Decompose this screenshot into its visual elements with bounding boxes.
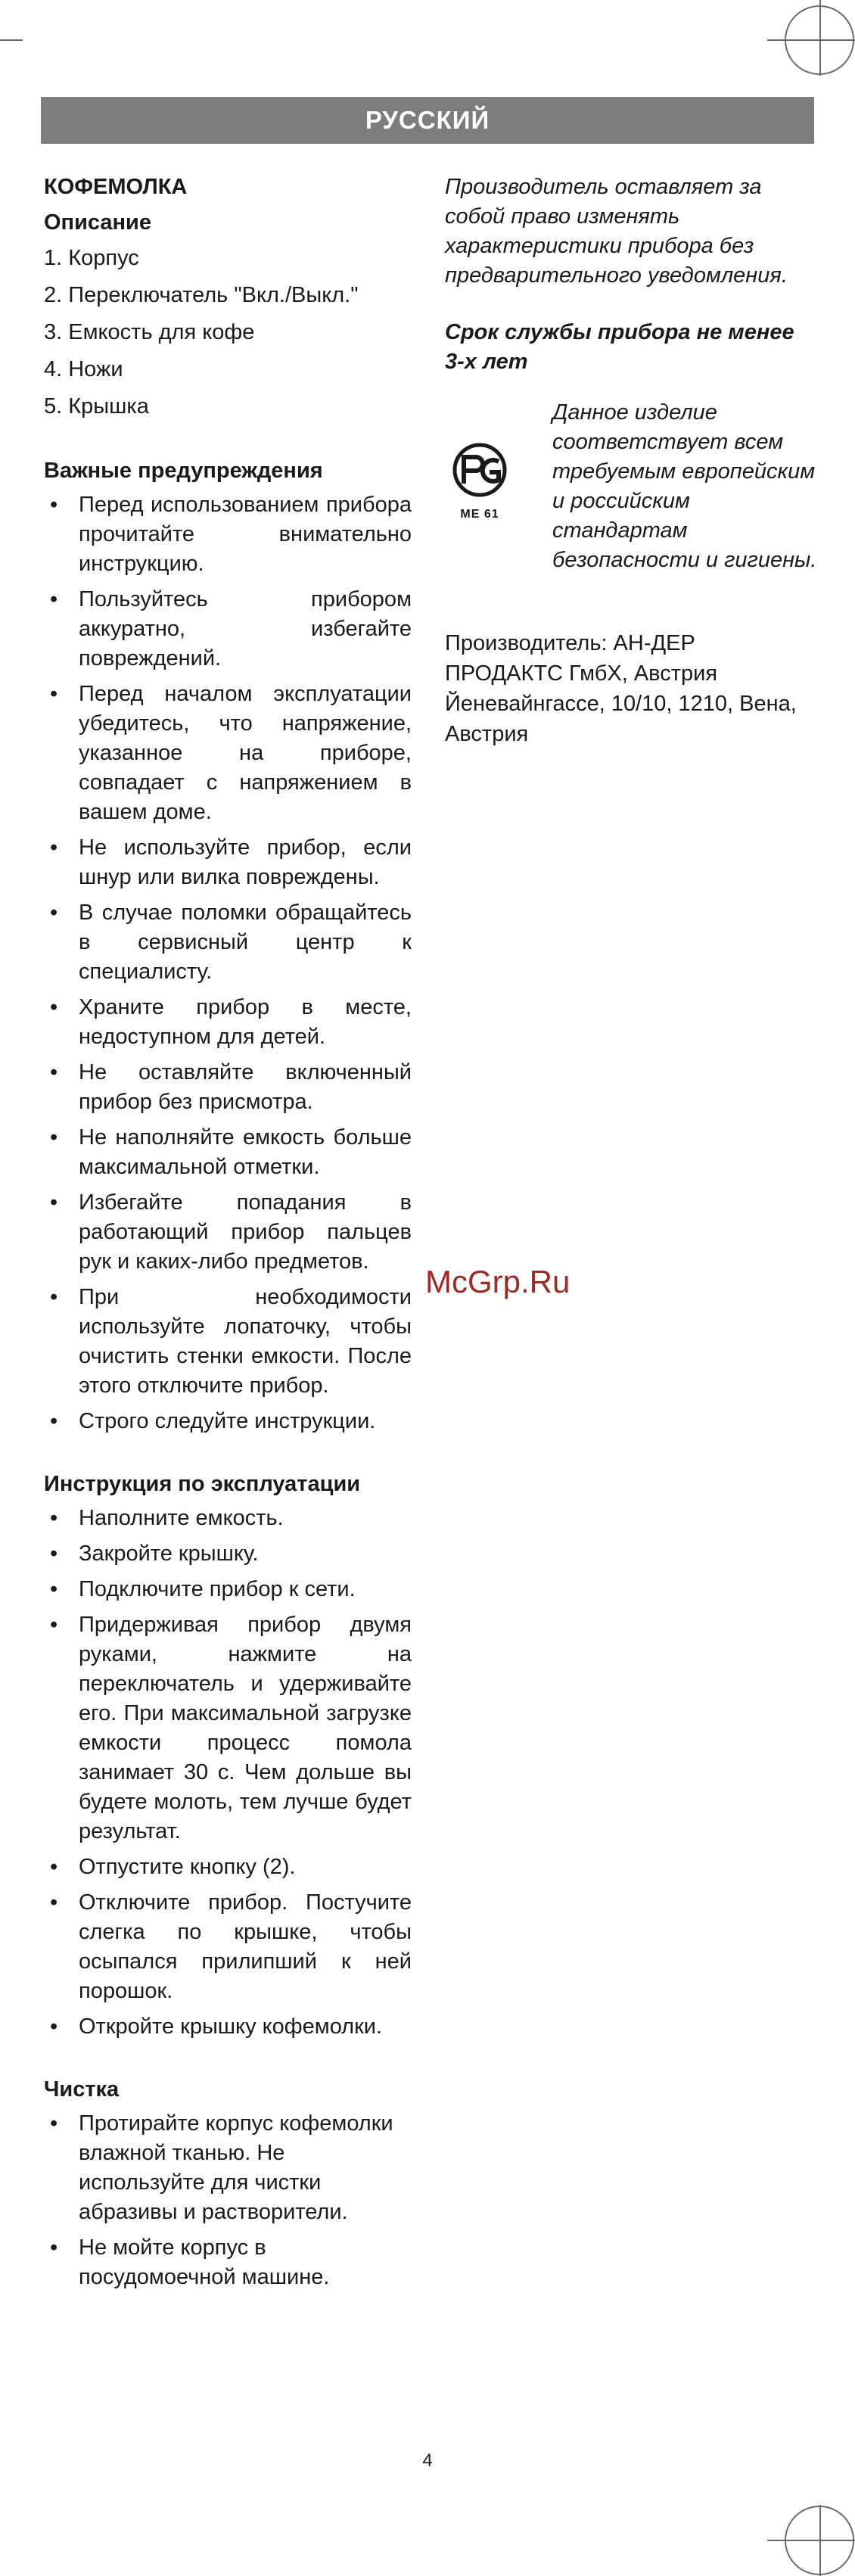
list-item: • Отпустите кнопку (2).: [44, 1853, 412, 1882]
list-item: • Протирайте корпус кофемолки влажной тканью. Не используйте для чистки абразивы и растворители.: [44, 2109, 412, 2227]
cleaning-heading: Чистка: [44, 2077, 120, 2102]
list-item: • Подключите прибор к сети.: [44, 1575, 412, 1604]
description-heading: Описание: [44, 210, 151, 235]
list-item: • Пользуйтесь прибором аккуратно, избегайте повреждений.: [44, 585, 412, 674]
list-item: • Придерживая прибор двумя руками, нажмите на переключатель и удерживайте его. При максимальной загрузке емкости процесс помола занимает 30 с. Чем дольше вы будете молоть, тем лучше будет результат.: [44, 1610, 412, 1846]
usage-list: [44, 1504, 412, 2042]
crop-mark-left: [0, 39, 23, 41]
certification-mark: [445, 442, 515, 529]
list-item: 1. Корпус: [44, 246, 139, 270]
list-item: • Откройте крышку кофемолки.: [44, 2012, 412, 2042]
certification-text: Данное изделие соответствует всем требуемым европейским и российским стандартам безопасности и гигиены.: [552, 400, 817, 572]
list-item: • Не наполняйте емкость больше максимальной отметки.: [44, 1123, 412, 1182]
list-item: • Не мойте корпус в посудомоечной машине.: [44, 2233, 412, 2292]
rst-certification-icon: [446, 442, 514, 498]
list-item: • В случае поломки обращайтесь в сервисный центр к специалисту.: [44, 898, 412, 987]
list-item: • Перед использованием прибора прочитайте внимательно инструкцию.: [44, 490, 412, 579]
list-item: • Наполните емкость.: [44, 1504, 412, 1533]
cleaning-list: [44, 2109, 412, 2292]
watermark: McGrp.Ru: [425, 1264, 571, 1299]
list-item: • Не оставляйте включенный прибор без присмотра.: [44, 1058, 412, 1117]
list-item: 4. Ножи: [44, 357, 123, 381]
certification-code: МЕ 61: [460, 508, 499, 521]
warnings-heading: Важные предупреждения: [44, 459, 323, 483]
list-item: 2. Переключатель "Вкл./Выкл.": [44, 283, 359, 307]
list-item: 5. Крышка: [44, 394, 149, 418]
registration-mark-bottom: [785, 2506, 854, 2575]
registration-mark-top: [785, 5, 854, 75]
warnings-list: [44, 490, 412, 1436]
service-life-text: Срок службы прибора не менее 3-х лет: [445, 320, 794, 374]
certification-block: [445, 398, 819, 575]
usage-heading: Инструкция по эксплуатации: [44, 1472, 361, 1496]
language-banner: РУССКИЙ: [41, 97, 814, 144]
manufacturer-text: Производитель: АН-ДЕР ПРОДАКТС ГмбХ, Австрия Йеневайнгассе, 10/10, 1210, Вена, Австрия: [445, 631, 797, 746]
product-title: КОФЕМОЛКА: [44, 175, 188, 199]
list-item: • Отключите прибор. Постучите слегка по крышке, чтобы осыпался прилипший к ней порошок.: [44, 1888, 412, 2006]
list-item: 3. Емкость для кофе: [44, 320, 255, 344]
list-item: • Храните прибор в месте, недоступном для детей.: [44, 993, 412, 1052]
page-number: 4: [422, 2450, 433, 2471]
list-item: • Перед началом эксплуатации убедитесь, что напряжение, указанное на приборе, совпадает с напряжением в вашем доме.: [44, 680, 412, 827]
list-item: • Избегайте попадания в работающий прибор пальцев рук и каких-либо предметов.: [44, 1188, 412, 1277]
list-item: • Не используйте прибор, если шнур или вилка повреждены.: [44, 833, 412, 892]
list-item: • Строго следуйте инструкции.: [44, 1407, 412, 1436]
left-column: [44, 173, 412, 2298]
list-item: • Закройте крышку.: [44, 1539, 412, 1569]
right-column: [445, 173, 819, 749]
parts-list: [44, 244, 412, 422]
disclaimer-text: Производитель оставляет за собой право изменять характеристики прибора без предварительного уведомления.: [445, 175, 788, 288]
list-item: • При необходимости используйте лопаточку, чтобы очистить стенки емкости. После этого отключите прибор.: [44, 1283, 412, 1401]
